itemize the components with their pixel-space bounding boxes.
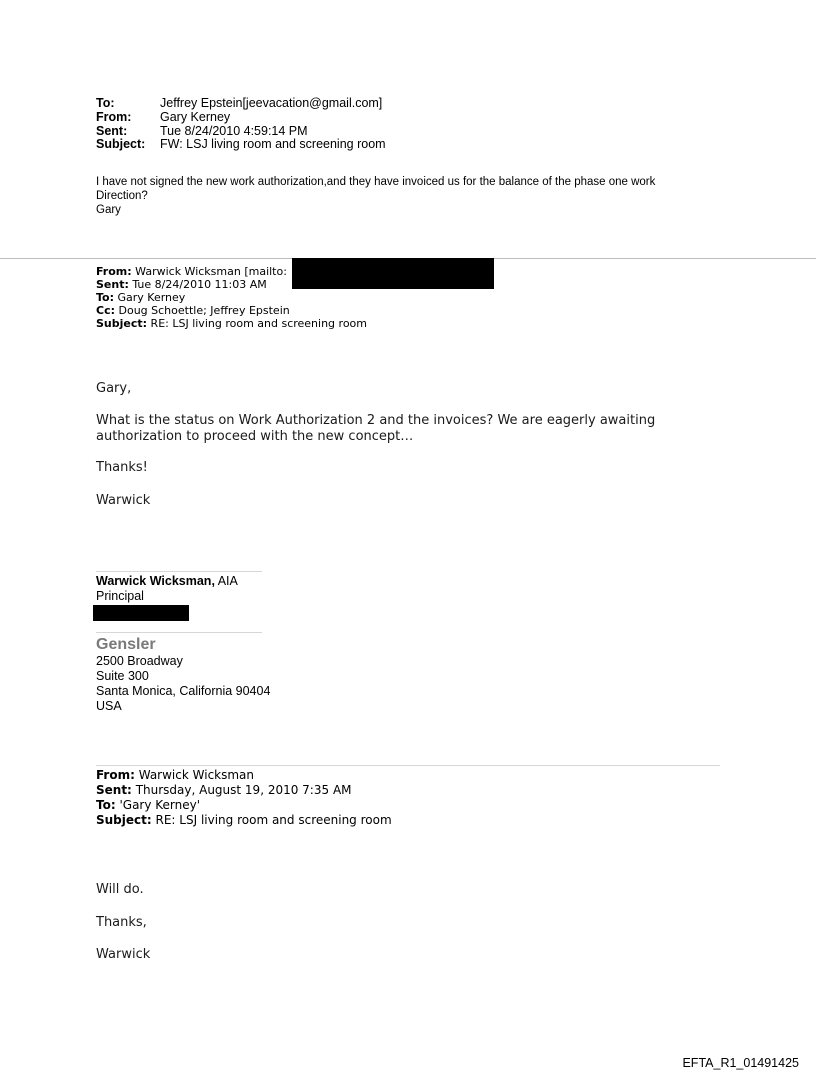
fwd1-cc-value: Doug Schoettle; Jeffrey Epstein [118,304,290,317]
fwd1-from-label: From: [96,265,132,278]
address-line: 2500 Broadway [96,654,183,668]
fwd1-sent-label: Sent: [96,278,129,291]
header-from-row [96,111,386,125]
fwd2-from-value: Warwick Wicksman [138,768,255,782]
subject-label: Subject: [96,137,146,152]
fwd2-from-label: From: [96,768,135,782]
signature-credential: AIA [214,574,238,588]
fwd2-to-row [96,798,392,813]
company-name: Gensler [96,636,156,653]
top-message-body [96,175,655,217]
subject-value: FW: LSJ living room and screening room [160,137,386,152]
from-label: From: [96,109,132,124]
address-line: Suite 300 [96,669,149,683]
signature-divider [96,571,262,572]
signature-divider [96,632,262,633]
redaction-box [292,258,494,289]
fwd1-subject-row [96,317,367,330]
fwd1-greeting: Gary, [96,381,132,396]
address-line: Santa Monica, California 90404 [96,684,271,698]
fwd2-subject-value: RE: LSJ living room and screening room [155,813,392,827]
divider [96,765,720,766]
signature-name: Warwick Wicksman, [96,574,215,588]
fwd2-to-value: 'Gary Kerney' [119,798,201,812]
fwd2-from-row [96,768,392,783]
header-sent-row [96,125,386,139]
fwd2-sent-value: Thursday, August 19, 2010 7:35 AM [135,783,352,797]
fwd2-subject-label: Subject: [96,813,152,827]
signature-name-line [96,574,238,589]
fwd1-subject-label: Subject: [96,317,148,330]
fwd2-thanks: Thanks, [96,915,147,930]
fwd1-to-value: Gary Kerney [117,291,186,304]
redaction-box [93,605,189,621]
fwd2-sent-label: Sent: [96,783,132,797]
top-body-line: Direction? [96,190,148,202]
fwd1-to-label: To: [96,291,114,304]
fwd1-subject-value: RE: LSJ living room and screening room [150,317,367,330]
from-value: Gary Kerney [160,109,231,124]
sent-label: Sent: [96,123,128,138]
fwd1-sent-value: Tue 8/24/2010 11:03 AM [132,278,267,291]
document-id: EFTA_R1_01491425 [682,1056,799,1070]
fwd2-to-label: To: [96,798,116,812]
signature-title: Principal [96,589,144,603]
signature-address [96,654,270,714]
fwd1-name: Warwick [96,493,151,508]
top-body-line: I have not signed the new work authorization,and they have invoiced us for the balance of the phase one work [96,176,656,188]
fwd1-to-row [96,291,367,304]
fwd1-from-value: Warwick Wicksman [mailto: [135,265,287,278]
header-to-row [96,97,386,111]
to-value: Jeffrey Epstein[jeevacation@gmail.com] [160,96,383,110]
fwd2-subject-row [96,813,392,828]
address-country: USA [96,699,122,713]
to-label: To: [96,96,115,110]
sent-value: Tue 8/24/2010 4:59:14 PM [160,123,308,138]
email-header [96,97,386,152]
fwd1-cc-label: Cc: [96,304,115,317]
fwd1-paragraph [96,413,655,445]
fwd1-cc-row [96,304,367,317]
fwd1-thanks: Thanks! [96,460,148,475]
fwd2-name: Warwick [96,947,151,962]
header-subject-row [96,138,386,152]
fwd2-sent-row [96,783,392,798]
top-body-signoff: Gary [96,204,121,216]
fwd1-paragraph-line: authorization to proceed with the new concept… [96,429,414,444]
fwd2-line: Will do. [96,882,144,897]
forwarded-header-2 [96,768,392,828]
fwd1-paragraph-line: What is the status on Work Authorization 2 and the invoices? We are eagerly awaiting [96,413,656,428]
